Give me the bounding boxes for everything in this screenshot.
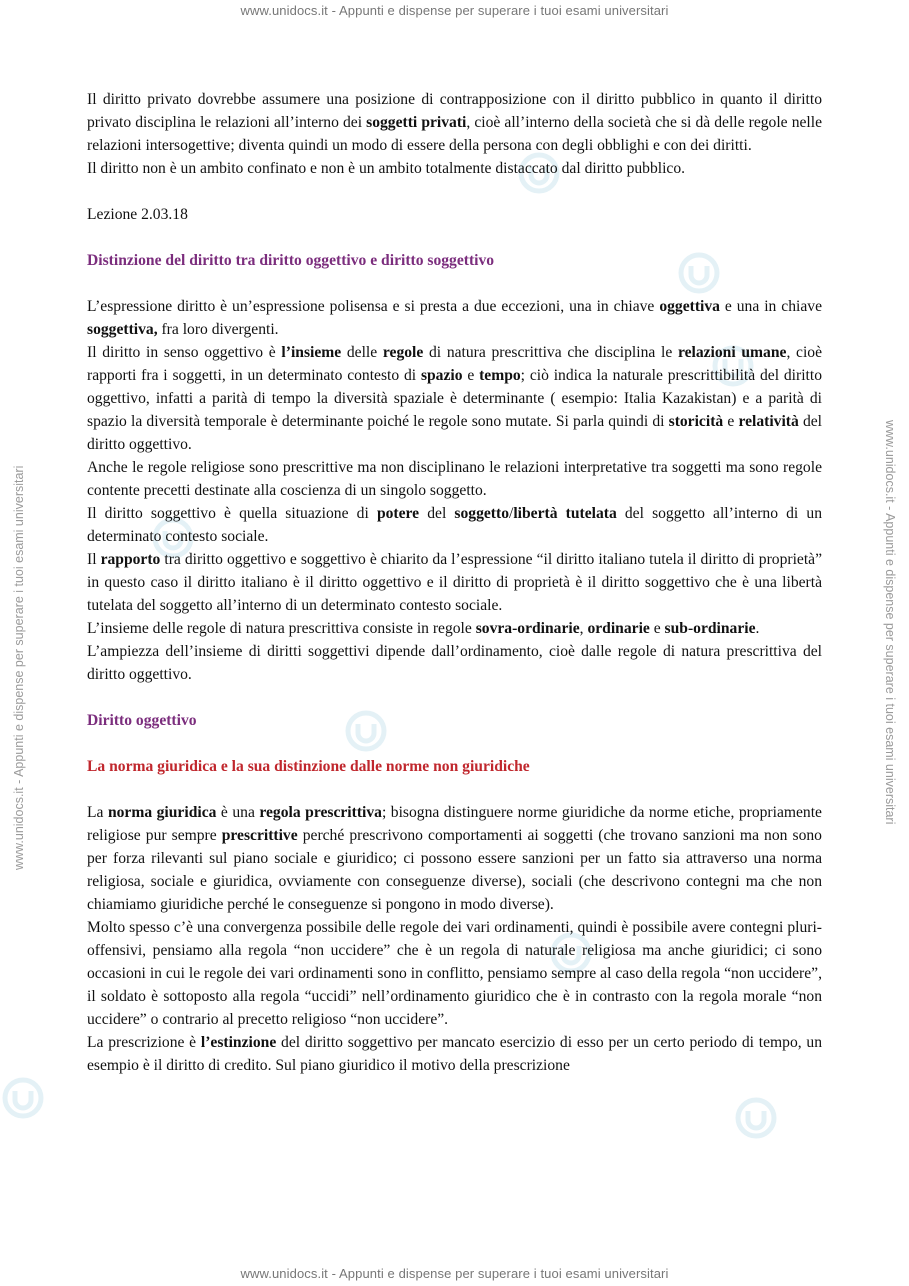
paragraph-convergenza: Molto spesso c’è una convergenza possibile delle regole dei vari ordinamenti, quindi è possibile avere contegni pluri-offensivi, pensiamo alla regola “non uccidere” che è un regola di naturale religiosa ma anche giuridici; ci sono occasioni in cui le regole dei vari ordinamenti sono in conflitto, pensiamo sempre al caso della regola “non uccidere”, il soldato è sottoposto alla regola “uccidi” nell’ordinamento giuridico che è in contrasto con la regola morale “non uccidere” o contrario al precetto religioso “non uccidere”. — [87, 919, 822, 1028]
footer-watermark: www.unidocs.it - Appunti e dispense per superare i tuoi esami universitari — [240, 1266, 669, 1281]
heading-norma-giuridica: La norma giuridica e la sua distinzione dalle norme non giuridiche — [87, 758, 530, 775]
paragraph-diritto-soggettivo: Il diritto soggettivo è quella situazione di potere del soggetto/libertà tutelata del soggetto all’interno di un determinato contesto sociale. — [87, 505, 822, 545]
header-watermark: www.unidocs.it - Appunti e dispense per superare i tuoi esami universitari — [240, 3, 669, 18]
paragraph-norma-giuridica: La norma giuridica è una regola prescrittiva; bisogna distinguere norme giuridiche da norme etiche, propriamente religiose pur sempre prescrittive perché prescrivono comportamenti ai soggetti (che trovano sanzioni ma non sono per forza rilevanti sul piano sociale e giuridico; ci possono essere sanzioni per un fatto sia attraverso una norma religiosa, sociale e giuridica, ovviamente con conseguenze diverse), sociali (che descrivono contegni ma che non chiamiamo giuridiche perché le conseguenze si pongono in modo diverse). — [87, 804, 822, 913]
lesson-date: Lezione 2.03.18 — [87, 206, 188, 223]
paragraph-senso-oggettivo: Il diritto in senso oggettivo è l’insieme delle regole di natura prescrittiva che disciplina le relazioni umane, cioè rapporti fra i soggetti, in un determinato contesto di spazio e tempo; ciò indica la naturale prescrittibilità del diritto oggettivo, infatti a parità di tempo la diversità spaziale è determinante ( esempio: Italia Kazakistan) e a parità di spazio la diversità temporale è determinante poiché le regole sono mutate. Si parla quindi di storicità e relatività del diritto oggettivo. — [87, 344, 823, 453]
watermark-logo-icon — [0, 1075, 46, 1121]
watermark-logo-icon — [733, 1095, 779, 1141]
paragraph-prescrizione: La prescrizione è l’estinzione del diritto soggettivo per mancato esercizio di esso per un certo periodo di tempo, un esempio è il diritto di credito. Sul piano giuridico il motivo della prescrizione — [87, 1034, 823, 1074]
paragraph-ambito: Il diritto non è un ambito confinato e non è un ambito totalmente distaccato dal diritto pubblico. — [87, 160, 686, 177]
left-side-watermark: www.unidocs.it - Appunti e dispense per superare i tuoi esami universitari — [12, 465, 26, 870]
paragraph-diritto-privato: Il diritto privato dovrebbe assumere una posizione di contrapposizione con il diritto pubblico in quanto il diritto privato disciplina le relazioni all’interno dei soggetti privati, cioè all’interno della società che si dà delle regole nelle relazioni intersogettive; diventa quindi un modo di essere della persona con degli obblighi e con dei diritti. — [87, 91, 822, 154]
document-body — [87, 88, 822, 1077]
paragraph-regole-religiose: Anche le regole religiose sono prescrittive ma non disciplinano le relazioni interpretative tra soggetti ma sono regole contente precetti destinate alla coscienza di un singolo soggetto. — [87, 459, 822, 499]
paragraph-polisensa: L’espressione diritto è un’espressione polisensa e si presta a due eccezioni, una in chiave oggettiva e una in chiave soggettiva, fra loro divergenti. — [87, 298, 822, 338]
heading-diritto-oggettivo: Diritto oggettivo — [87, 712, 197, 729]
heading-distinzione: Distinzione del diritto tra diritto oggettivo e diritto soggettivo — [87, 252, 495, 269]
paragraph-rapporto: Il rapporto tra diritto oggettivo e soggettivo è chiarito da l’espressione “il diritto italiano tutela il diritto di proprietà” in questo caso il diritto italiano è il diritto oggettivo e il diritto di proprietà è il diritto soggettivo che è una libertà tutelata del soggetto all’interno di un determinato contesto sociale. — [87, 551, 822, 614]
paragraph-ampiezza: L’ampiezza dell’insieme di diritti soggettivi dipende dall’ordinamento, cioè dalle regole di natura prescrittiva del diritto oggettivo. — [87, 643, 822, 683]
paragraph-insieme-regole: L’insieme delle regole di natura prescrittiva consiste in regole sovra-ordinarie, ordinarie e sub-ordinarie. — [87, 620, 760, 637]
right-side-watermark: www.unidocs.it - Appunti e dispense per superare i tuoi esami universitari — [883, 420, 897, 825]
